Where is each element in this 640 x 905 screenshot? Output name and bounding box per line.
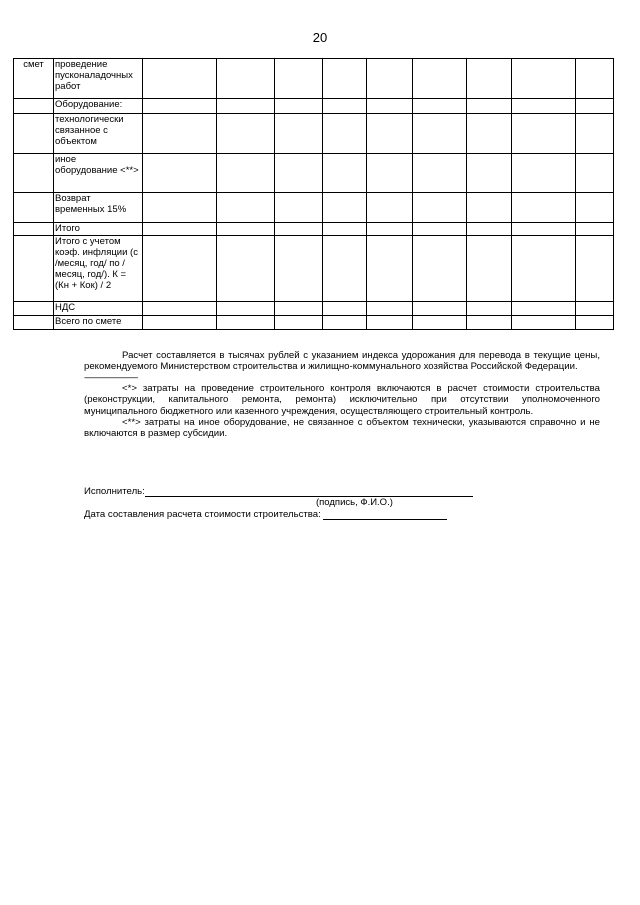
table-cell bbox=[576, 302, 614, 316]
row-label: иное оборудование <**> bbox=[54, 154, 143, 193]
table-cell bbox=[143, 316, 217, 330]
table-cell bbox=[367, 59, 413, 99]
calculation-note: Расчет составляется в тысячах рублей с указанием индекса удорожания для перевода в текущие цены, рекомендуемого Министерством строительства и жилищно-коммунального хозяйства Российской Федерации. bbox=[84, 350, 600, 373]
table-cell bbox=[217, 316, 275, 330]
table-cell bbox=[323, 99, 367, 114]
notes bbox=[84, 350, 600, 440]
table-cell bbox=[467, 223, 512, 236]
table-cell bbox=[323, 193, 367, 223]
table-cell bbox=[512, 193, 576, 223]
table-cell bbox=[275, 236, 323, 302]
table-cell bbox=[143, 154, 217, 193]
table-cell bbox=[367, 154, 413, 193]
table-row bbox=[14, 99, 614, 114]
table-cell bbox=[512, 59, 576, 99]
table-cell bbox=[467, 302, 512, 316]
footnote-2: <**> затраты на иное оборудование, не связанное с объектом технически, указываются справочно и не включаются в размер субсидии. bbox=[84, 417, 600, 440]
table-cell bbox=[576, 236, 614, 302]
page-number: 20 bbox=[312, 30, 328, 45]
table-cell bbox=[576, 114, 614, 154]
table-cell bbox=[275, 316, 323, 330]
table-row bbox=[14, 316, 614, 330]
signature-caption: (подпись, Ф.И.О.) bbox=[316, 497, 393, 509]
table-cell bbox=[413, 99, 467, 114]
table-cell bbox=[143, 59, 217, 99]
table-cell bbox=[323, 302, 367, 316]
table-cell bbox=[275, 154, 323, 193]
table-cell bbox=[217, 154, 275, 193]
table-row bbox=[14, 193, 614, 223]
table-cell bbox=[14, 154, 54, 193]
table-cell bbox=[323, 114, 367, 154]
table-cell bbox=[323, 59, 367, 99]
table-cell bbox=[143, 99, 217, 114]
footnote-1: <*> затраты на проведение строительного контроля включаются в расчет стоимости строительства (реконструкции, капитального ремонта, ремонта) исключительно при отсутствии уполномоченного муниципального бюджетного или казенного учреждения, осуществляющего строительный контроль. bbox=[84, 382, 600, 417]
row-label: Итого с учетом коэф. инфляции (с /месяц, год/ по /месяц, год/). К = (Кн + Кок) / 2 bbox=[54, 236, 143, 302]
table-cell bbox=[367, 99, 413, 114]
table-cell bbox=[413, 59, 467, 99]
footnote-separator: -------------------------------- bbox=[84, 372, 138, 382]
table-row bbox=[14, 302, 614, 316]
table-cell bbox=[467, 236, 512, 302]
table-cell bbox=[467, 316, 512, 330]
table-cell bbox=[467, 193, 512, 223]
table-cell bbox=[14, 193, 54, 223]
table-cell bbox=[217, 193, 275, 223]
table-cell bbox=[512, 223, 576, 236]
table-cell bbox=[413, 154, 467, 193]
table-cell bbox=[413, 193, 467, 223]
table-cell bbox=[512, 316, 576, 330]
table-cell bbox=[576, 223, 614, 236]
table-cell bbox=[576, 154, 614, 193]
table-cell bbox=[143, 193, 217, 223]
table-cell bbox=[14, 316, 54, 330]
row-label: Оборудование: bbox=[54, 99, 143, 114]
table-cell bbox=[413, 223, 467, 236]
table-row bbox=[14, 59, 614, 99]
table-cell bbox=[275, 302, 323, 316]
signature-block bbox=[84, 486, 600, 520]
table-cell bbox=[467, 114, 512, 154]
table-cell bbox=[467, 99, 512, 114]
table-cell bbox=[467, 59, 512, 99]
executor-label: Исполнитель: bbox=[84, 486, 145, 497]
table-row bbox=[14, 223, 614, 236]
table-cell bbox=[275, 193, 323, 223]
table-cell bbox=[512, 114, 576, 154]
table-cell bbox=[413, 316, 467, 330]
table-cell bbox=[275, 99, 323, 114]
table-cell bbox=[576, 193, 614, 223]
table-cell bbox=[413, 236, 467, 302]
table-cell bbox=[576, 316, 614, 330]
table-cell bbox=[413, 302, 467, 316]
table-cell bbox=[367, 302, 413, 316]
table-cell bbox=[576, 99, 614, 114]
table-cell bbox=[323, 223, 367, 236]
table-cell bbox=[323, 316, 367, 330]
table-row bbox=[14, 236, 614, 302]
table-cell bbox=[275, 114, 323, 154]
executor-signature-line bbox=[145, 486, 473, 497]
table-row bbox=[14, 114, 614, 154]
row-label: Возврат временных 15% bbox=[54, 193, 143, 223]
table-cell bbox=[367, 193, 413, 223]
table-cell bbox=[143, 302, 217, 316]
table-cell bbox=[367, 223, 413, 236]
row-label: проведение пусконаладочных работ bbox=[54, 59, 143, 99]
table-cell bbox=[143, 236, 217, 302]
row-label: технологически связанное с объектом bbox=[54, 114, 143, 154]
row-label: Итого bbox=[54, 223, 143, 236]
estimate-table bbox=[13, 58, 614, 330]
table-cell bbox=[14, 236, 54, 302]
table-cell bbox=[143, 223, 217, 236]
table-cell bbox=[217, 59, 275, 99]
table-cell bbox=[323, 154, 367, 193]
date-label: Дата составления расчета стоимости строительства: bbox=[84, 508, 321, 520]
table-cell bbox=[217, 99, 275, 114]
table-cell bbox=[367, 114, 413, 154]
table-cell bbox=[217, 302, 275, 316]
row-label: Всего по смете bbox=[54, 316, 143, 330]
table-cell bbox=[217, 236, 275, 302]
table-cell bbox=[143, 114, 217, 154]
table-cell bbox=[217, 223, 275, 236]
table-cell bbox=[512, 302, 576, 316]
table-cell bbox=[576, 59, 614, 99]
table-cell: смет bbox=[14, 59, 54, 99]
table-cell bbox=[512, 236, 576, 302]
row-label: НДС bbox=[54, 302, 143, 316]
table-cell bbox=[14, 302, 54, 316]
table-cell bbox=[367, 316, 413, 330]
table-cell bbox=[14, 114, 54, 154]
table-cell bbox=[367, 236, 413, 302]
table-cell bbox=[275, 223, 323, 236]
date-line bbox=[323, 509, 447, 520]
table-cell bbox=[14, 99, 54, 114]
table-row bbox=[14, 154, 614, 193]
table-cell bbox=[467, 154, 512, 193]
table-cell bbox=[217, 114, 275, 154]
table-cell bbox=[413, 114, 467, 154]
table-cell bbox=[323, 236, 367, 302]
table-cell bbox=[512, 99, 576, 114]
table-cell bbox=[275, 59, 323, 99]
table-cell bbox=[14, 223, 54, 236]
table-cell bbox=[512, 154, 576, 193]
